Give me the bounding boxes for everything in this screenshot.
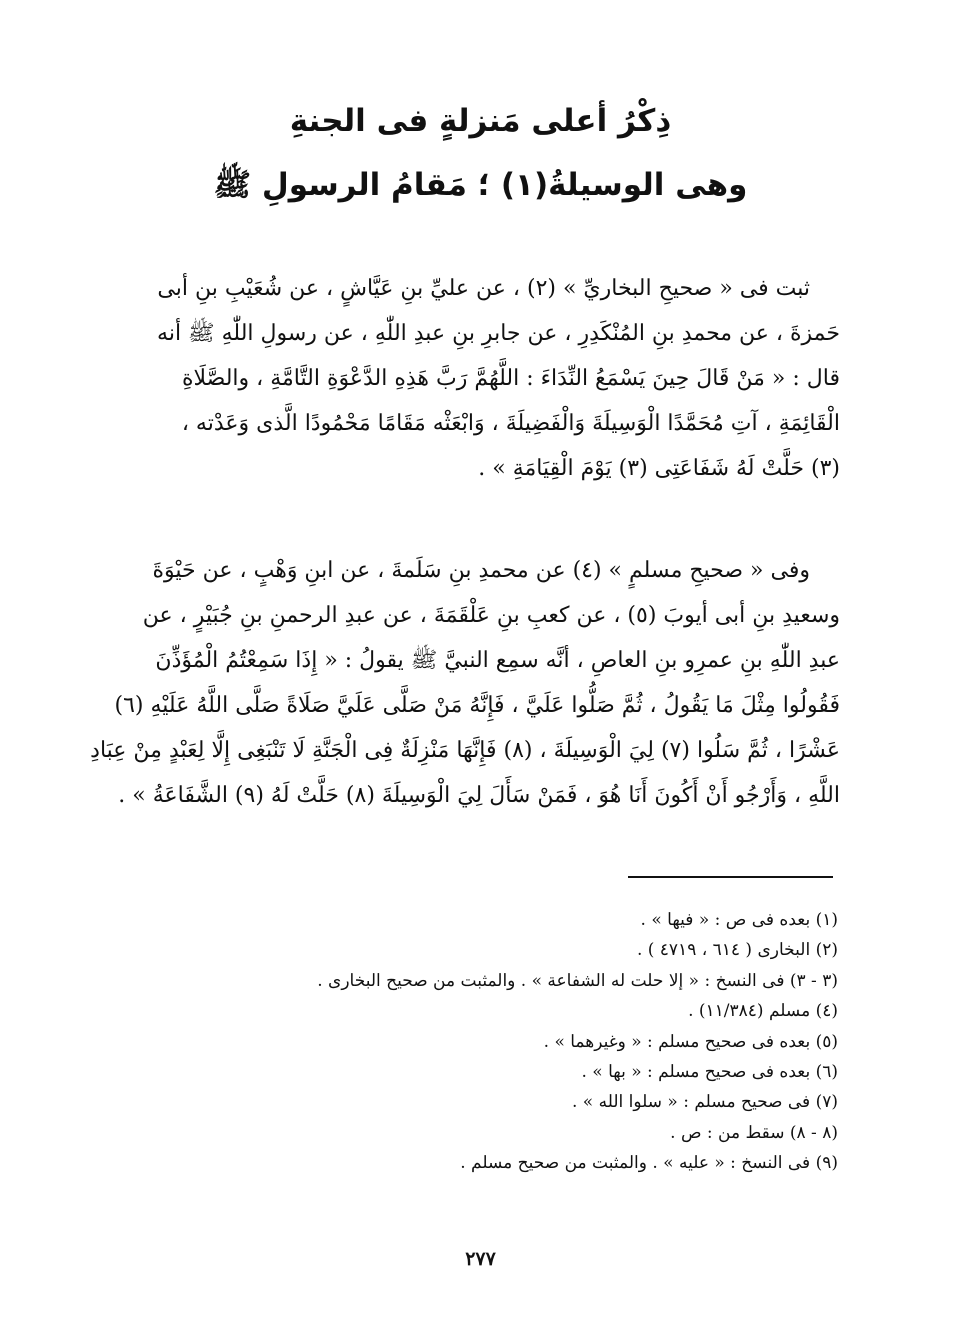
footnote-item: (٧) فى صحيح مسلم : « سلوا الله » .	[571, 1092, 838, 1113]
chapter-subtitle: وهى الوسيلةُ(١) ؛ مَقامُ الرسولِ ﷺ	[213, 167, 748, 203]
text-line: عبدِ اللّٰهِ بنِ عمرِو بنِ العاصِ ، أنَّه سمِع النبيَّ ﷺ يقولُ : « إِذَا سَمِعْتُمُ الْمُؤَذِّنَ	[155, 648, 840, 673]
page-number: ٢٧٧	[465, 1248, 496, 1270]
paragraph-muslim	[90, 548, 840, 818]
text-line: حَمزةَ ، عن محمدِ بنِ المُنْكَدِرِ ، عن جابرِ بنِ عبدِ اللّٰهِ ، عن رسولِ اللّٰهِ ﷺ أنه	[157, 321, 840, 346]
footnotes	[150, 905, 838, 1179]
text-line: وفى « صحيحِ مسلمٍ » (٤) عن محمدِ بنِ سَلَمةَ ، عن ابنِ وَهْبٍ ، عن حَيْوَةَ	[152, 558, 810, 583]
text-line: ثبت فى « صحيحِ البخاريِّ » (٢) ، عن عليِّ بنِ عَيَّاشٍ ، عن شُعَيْبِ بنِ أبى	[157, 276, 810, 301]
footnote-item: (١) بعده فى ص : « فيها » .	[640, 910, 838, 930]
text-line: عَشْرًا ، ثُمَّ سَلُوا (٧) لِيَ الْوَسِيلَةَ ، (٨) فَإِنَّهَا مَنْزِلَةٌ فِى الْجَنَّةِ لَا تَنْبَغِى إِلَّا لِعَبْدٍ مِنْ عِبَادِ	[90, 738, 840, 763]
footnote-item: (٣ - ٣) فى النسخ : « إلا حلت له الشفاعة » . والمثبت من صحيح البخارى .	[317, 970, 838, 991]
footnote-item: (٨ - ٨) سقط من : ص .	[670, 1122, 838, 1143]
footnote-item: (٦) بعده فى صحيح مسلم : « بها » .	[581, 1062, 838, 1083]
text-line: قال : « مَنْ قَالَ حِينَ يَسْمَعُ النِّدَاءَ : اللَّهُمَّ رَبَّ هَذِهِ الدَّعْوَةِ التَّامَّةِ ، والصَّلَاةِ	[181, 366, 840, 391]
text-line: اللَّهِ ، وَأَرْجُو أَنْ أَكُونَ أَنَا هُوَ ، فَمَنْ سَأَلَ لِيَ الْوَسِيلَةَ (٨) حَلَّتْ لَهُ (٩) الشَّفَاعَةُ » .	[118, 783, 840, 808]
footnote-item: (٢) البخارى ( ٦١٤ ، ٤٧١٩ ) .	[636, 940, 838, 961]
chapter-title: ذِكْرُ أعلى مَنزلةٍ فى الجنةِ	[289, 103, 672, 139]
footnote-item: (٩) فى النسخ : « عليه » . والمثبت من صحيح مسلم .	[460, 1153, 838, 1174]
footnote-item: (٥) بعده فى صحيح مسلم : « وغيرهما » .	[543, 1031, 838, 1052]
footnote-item: (٤) مسلم (١١/٣٨٤) .	[688, 1001, 838, 1022]
text-line: وسعيدِ بنِ أبى أيوبَ (٥) ، عن كعبِ بنِ عَلْقَمَةَ ، عن عبدِ الرحمنِ بنِ جُبَيْرٍ ، عن	[142, 603, 840, 628]
text-line: الْقَائِمَةِ ، آتِ مُحَمَّدًا الْوَسِيلَةَ وَالْفَضِيلَةَ ، وَابْعَثْه مَقَامًا مَحْمُودًا الَّذى وَعَدْته ،	[181, 411, 840, 436]
footnote-separator	[628, 876, 833, 878]
text-line: فَقُولُوا مِثْلَ مَا يَقُولُ ، ثُمَّ صَلُّوا عَلَيَّ ، فَإِنَّهُ مَنْ صَلَّى عَلَيَّ صَلَاةً صَلَّى اللَّهُ عَلَيْهِ (٦)	[114, 693, 840, 718]
text-line: (٣) حَلَّتْ لَهُ شَفَاعَتِى (٣) يَوْمَ الْقِيَامَةِ » .	[478, 456, 840, 481]
paragraph-bukhari	[128, 266, 840, 491]
